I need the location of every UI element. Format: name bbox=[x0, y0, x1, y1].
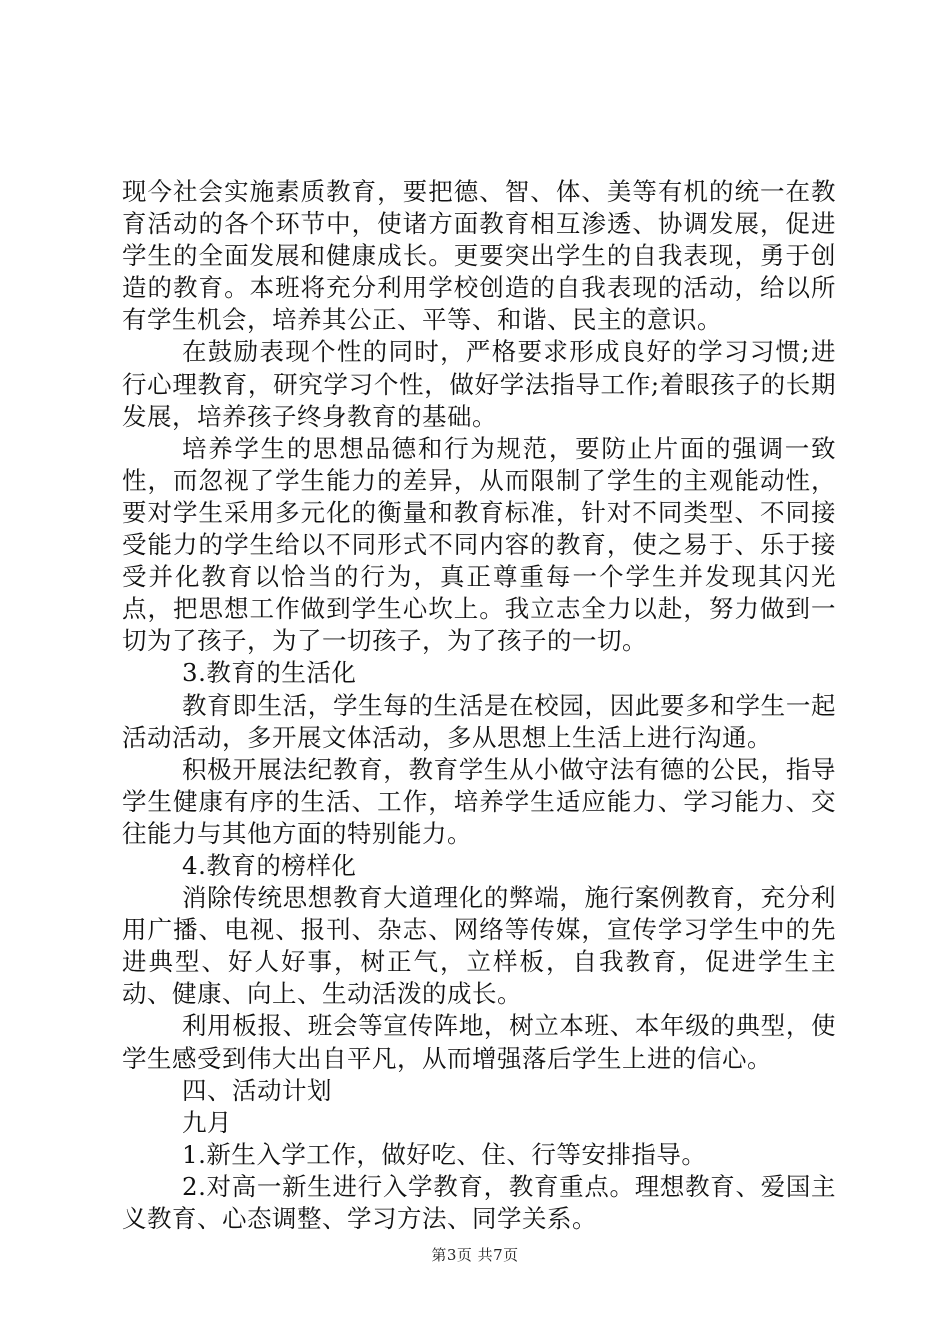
list-item-enrollment: 1.新生入学工作，做好吃、住、行等安排指导。 bbox=[182, 1139, 707, 1169]
section-heading-activity-plan: 四、活动计划 bbox=[182, 1075, 332, 1105]
document-body bbox=[122, 176, 836, 1235]
list-item-orientation: 2.对高一新生进行入学教育，教育重点。理想教育、爱国主义教育、心态调整、学习方法、同学关系。 bbox=[122, 1171, 836, 1233]
paragraph-case-education: 消除传统思想教育大道理化的弊端，施行案例教育，充分利用广播、电视、报刊、杂志、网络等传媒，宣传学习学生中的先进典型、好人好事，树正气，立样板，自我教育，促进学生主动、健康、向上、生动活泼的成长。 bbox=[122, 883, 836, 1009]
paragraph-moral-education: 培养学生的思想品德和行为规范，要防止片面的强调一致性，而忽视了学生能力的差异，从而限制了学生的主观能动性，要对学生采用多元化的衡量和教育标准，针对不同类型、不同接受能力的学生给以不同形式不同内容的教育，使之易于、乐于接受并化教育以恰当的行为，真正尊重每一个学生并发现其闪光点，把思想工作做到学生心坎上。我立志全力以赴，努力做到一切为了孩子，为了一切孩子，为了孩子的一切。 bbox=[122, 433, 836, 656]
paragraph-blackboard: 利用板报、班会等宣传阵地，树立本班、本年级的典型，使学生感受到伟大出自平凡，从而增强落后学生上进的信心。 bbox=[122, 1011, 836, 1073]
section-heading-life-education: 3.教育的生活化 bbox=[182, 658, 357, 688]
section-heading-role-model: 4.教育的榜样化 bbox=[182, 850, 357, 880]
paragraph-education-is-life: 教育即生活，学生每的生活是在校园，因此要多和学生一起活动活动，多开展文体活动，多从思想上生活上进行沟通。 bbox=[122, 690, 836, 752]
month-heading-september: 九月 bbox=[182, 1107, 232, 1137]
paragraph-intro: 现今社会实施素质教育，要把德、智、体、美等有机的统一在教育活动的各个环节中，使诸方面教育相互渗透、协调发展，促进学生的全面发展和健康成长。更要突出学生的自我表现，勇于创造的教育。本班将充分利用学校创造的自我表现的活动，给以所有学生机会，培养其公正、平等、和谐、民主的意识。 bbox=[122, 177, 836, 335]
paragraph-individuality: 在鼓励表现个性的同时，严格要求形成良好的学习习惯;进行心理教育，研究学习个性，做好学法指导工作;着眼孩子的长期发展，培养孩子终身教育的基础。 bbox=[122, 337, 836, 431]
paragraph-legal-education: 积极开展法纪教育，教育学生从小做守法有德的公民，指导学生健康有序的生活、工作，培养学生适应能力、学习能力、交往能力与其他方面的特别能力。 bbox=[122, 754, 836, 848]
page-number: 第3页 共7页 bbox=[431, 1246, 519, 1264]
